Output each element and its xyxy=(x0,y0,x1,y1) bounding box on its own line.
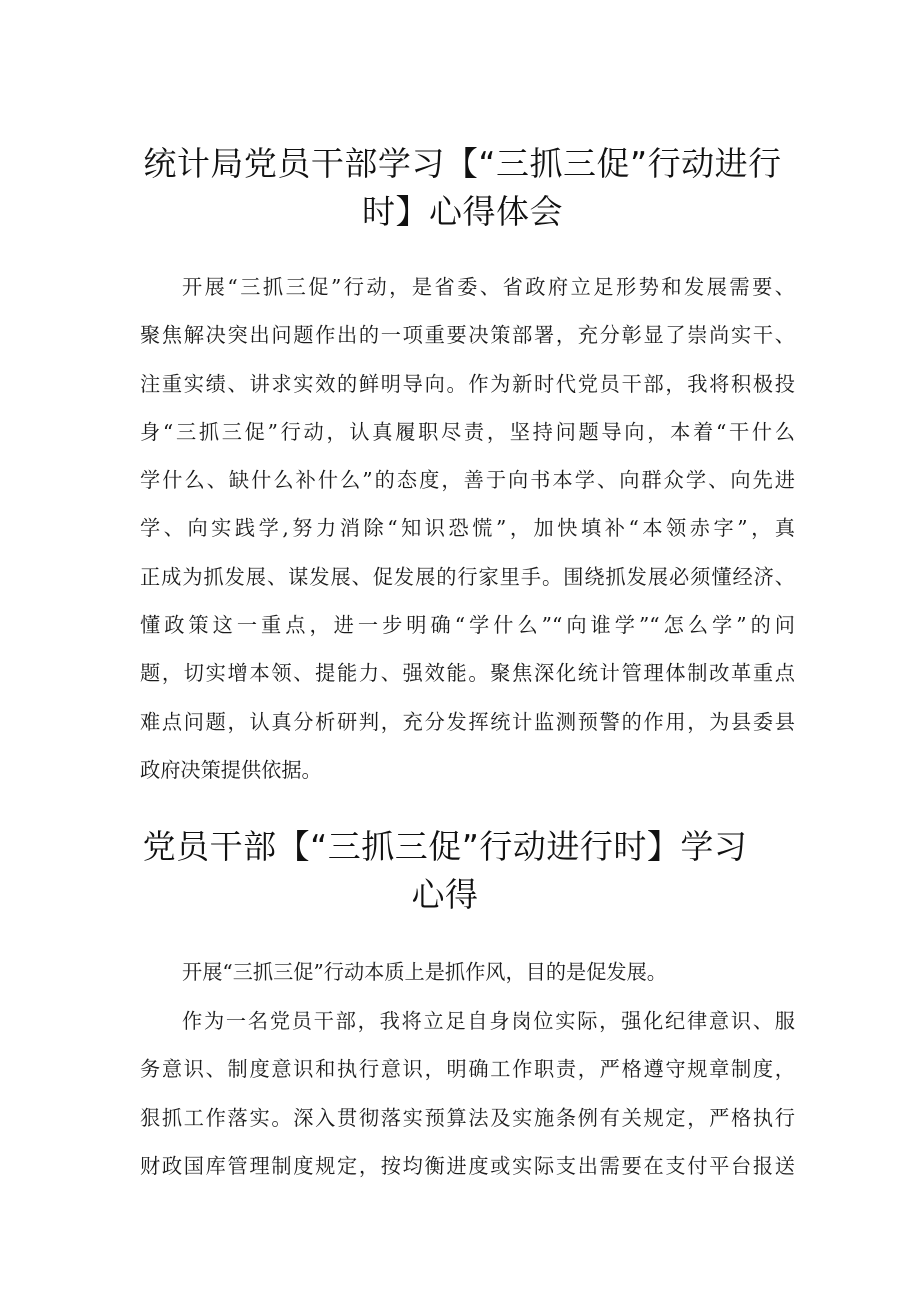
paragraph-line: 开展“三抓三促”行动，是省委、省政府立足形势和发展需要、 xyxy=(182,275,795,299)
paragraph-line: 难点问题，认真分析研判，充分发挥统计监测预警的作用，为县委县 xyxy=(140,709,795,734)
paragraph-line: 作为一名党员干部，我将立足自身岗位实际，强化纪律意识、服 xyxy=(182,1009,795,1033)
article-2-paragraph-1 xyxy=(140,948,795,996)
paragraph-line: 务意识、制度意识和执行意识，明确工作职责，严格遵守规章制度， xyxy=(140,1057,795,1082)
article-2-paragraph-2 xyxy=(140,997,795,1190)
article-2-title-line-2: 心得 xyxy=(411,875,479,914)
article-2-title-line-1: 党员干部【“三抓三促”行动进行时】学习 xyxy=(142,827,748,866)
paragraph-line: 狠抓工作落实。深入贯彻落实预算法及实施条例有关规定，严格执行 xyxy=(140,1105,795,1130)
article-1-title xyxy=(140,140,785,236)
paragraph-line: 财政国库管理制度规定，按均衡进度或实际支出需要在支付平台报送 xyxy=(140,1153,795,1178)
paragraph-line: 学、向实践学,努力消除“知识恐慌”，加快填补“本领赤字”，真 xyxy=(140,516,795,541)
article-1-title-line-1: 统计局党员干部学习【“三抓三促”行动进行 xyxy=(143,144,782,183)
paragraph-line: 懂政策这一重点，进一步明确“学什么”“向谁学”“怎么学”的问 xyxy=(140,613,795,638)
article-2-title xyxy=(140,823,750,919)
paragraph-line: 开展“三抓三促”行动本质上是抓作风，目的是促发展。 xyxy=(182,960,667,984)
paragraph-line: 注重实绩、讲求实效的鲜明导向。作为新时代党员干部，我将积极投 xyxy=(140,371,795,396)
article-1-title-line-2: 时】心得体会 xyxy=(362,192,563,231)
paragraph-line: 聚焦解决突出问题作出的一项重要决策部署，充分彰显了崇尚实干、 xyxy=(140,323,795,348)
paragraph-line: 正成为抓发展、谋发展、促发展的行家里手。围绕抓发展必须懂经济、 xyxy=(140,564,795,589)
paragraph-line: 题，切实增本领、提能力、强效能。聚焦深化统计管理体制改革重点 xyxy=(140,661,795,686)
paragraph-line: 学什么、缺什么补什么”的态度，善于向书本学、向群众学、向先进 xyxy=(140,468,795,493)
paragraph-line: 政府决策提供依据。 xyxy=(140,757,322,782)
paragraph-line: 身“三抓三促”行动，认真履职尽责，坚持问题导向，本着“干什么 xyxy=(140,419,795,444)
article-1-paragraph xyxy=(140,263,795,794)
